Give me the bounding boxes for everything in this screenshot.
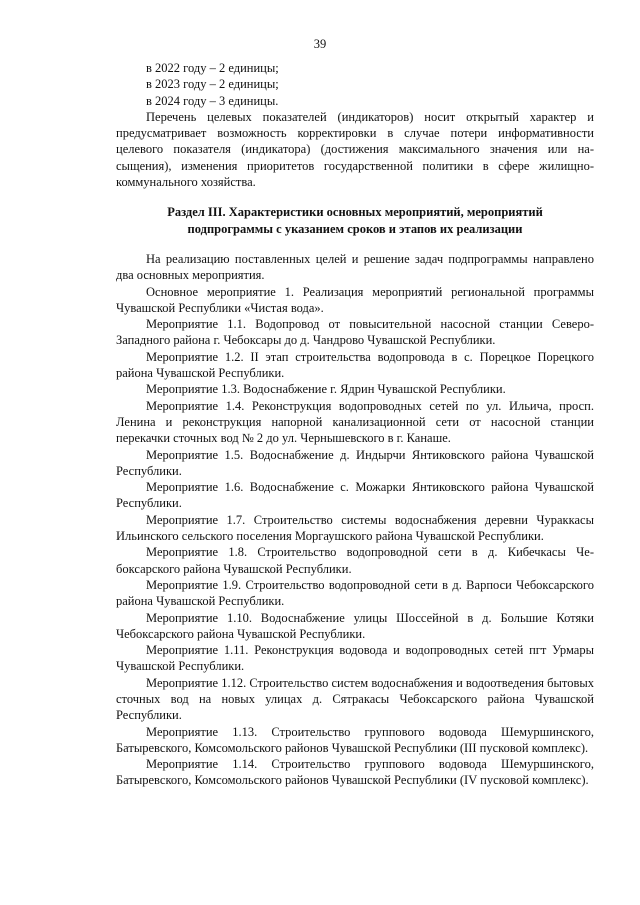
- paragraph: Мероприятие 1.13. Строительство группового водовода Шемуршинского, Батыревского, Комсомольского районов Чувашской Республики (III пусковой комплекс).: [116, 724, 594, 755]
- page-number: 39: [313, 37, 327, 51]
- paragraph: Основное мероприятие 1. Реализация мероприятий региональной программы Чувашской Республики «Чистая вода».: [116, 284, 594, 315]
- paragraph: Мероприятие 1.12. Строительство систем водоснабжения и водоотведения бытовых сточных вод на новых улицах д. Сятракасы Чебоксарского района Чувашской Республики.: [116, 675, 594, 723]
- paragraph: На реализацию поставленных целей и решение задач подпрограммы направлено два основных мероприятия.: [116, 251, 594, 283]
- section-heading: [116, 204, 594, 237]
- paragraph: Мероприятие 1.3. Водоснабжение г. Ядрин Чувашской Республики.: [146, 382, 506, 397]
- paragraph: в 2023 году – 2 единицы;: [146, 77, 279, 92]
- paragraph: Перечень целевых показателей (индикаторов) носит открытый характер и предусматривает возможность корректировки в случае потери информативности целевого показателя (индикатора) (достижения максимального значения или насыщения), изменения приоритетов государственной политики в сфере жилищно-коммунального хозяйства.: [116, 109, 594, 190]
- paragraph: Мероприятие 1.9. Строительство водопроводной сети в д. Варпоси Чебоксарского района Чувашской Республики.: [116, 577, 594, 609]
- paragraph: в 2024 году – 3 единицы.: [146, 93, 279, 108]
- paragraph: Мероприятие 1.11. Реконструкция водовода и водопроводных сетей пгт Урмары Чувашской Республики.: [116, 643, 594, 674]
- document-body: [116, 60, 594, 789]
- section-heading-line: подпрограммы с указанием сроков и этапов их реализации: [187, 221, 523, 236]
- paragraph: Мероприятие 1.1. Водопровод от повысительной насосной станции Северо-Западного района г. Чебоксары до д. Чандрово Чувашской Республики.: [116, 317, 594, 348]
- paragraph: Мероприятие 1.14. Строительство группового водовода Шемуршинского, Батыревского, Комсомольского районов Чувашской Республики (IV пусковой комплекс).: [116, 757, 594, 788]
- paragraph: Мероприятие 1.5. Водоснабжение д. Индырчи Янтиковского района Чувашской Республики.: [116, 447, 594, 478]
- paragraph: в 2022 году – 2 единицы;: [146, 61, 279, 75]
- paragraph: Мероприятие 1.8. Строительство водопроводной сети в д. Кибечкасы Чебоксарского района Чувашской Республики.: [116, 545, 594, 576]
- paragraph: Мероприятие 1.2. II этап строительства водопровода в с. Порецкое Порецкого района Чувашской Республики.: [116, 349, 594, 381]
- paragraph: Мероприятие 1.4. Реконструкция водопроводных сетей по ул. Ильича, просп. Ленина и реконструкция напорной канализационной сети от насосной станции перекачки сточных вод № 2 до ул. Чернышевского в г. Канаше.: [116, 398, 594, 446]
- paragraph: Мероприятие 1.10. Водоснабжение улицы Шоссейной в д. Большие Котяки Чебоксарского района Чувашской Республики.: [116, 610, 594, 641]
- section-heading-line: Раздел III. Характеристики основных мероприятий, мероприятий: [167, 205, 543, 220]
- paragraph: Мероприятие 1.6. Водоснабжение с. Можарки Янтиковского района Чувашской Республики.: [116, 480, 594, 511]
- paragraph: Мероприятие 1.7. Строительство системы водоснабжения деревни Чураккасы Ильинского сельского поселения Моргаушского района Чувашской Республики.: [116, 512, 594, 544]
